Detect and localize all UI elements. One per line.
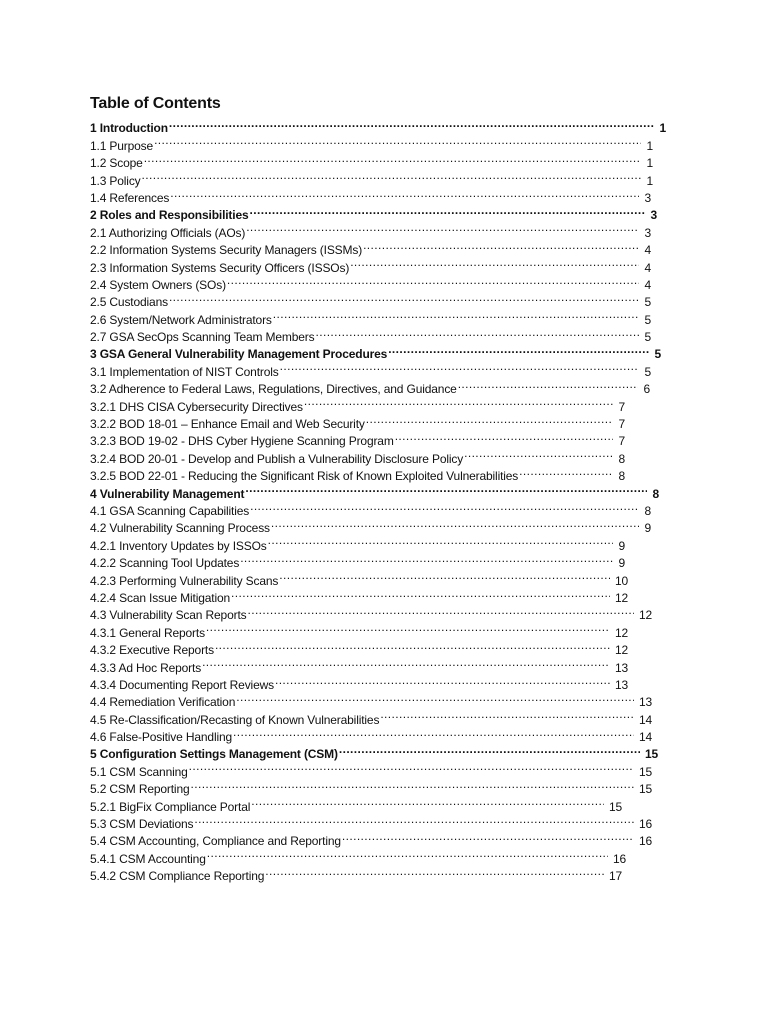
toc-entry-title: 2.1 Authorizing Officials (AOs) [90, 225, 246, 240]
toc-dot-leader [464, 445, 613, 462]
toc-entry-page-number: 15 [638, 782, 652, 797]
toc-dot-leader [342, 828, 634, 845]
toc-entry-title: 3 GSA General Vulnerability Management Procedures [90, 347, 388, 362]
toc-dot-leader [366, 411, 614, 428]
toc-entry-page-number: 7 [618, 399, 625, 414]
toc-entry-title: 4.3.4 Documenting Report Reviews [90, 677, 274, 692]
toc-entry[interactable] [90, 289, 651, 310]
toc-entry-title: 3.2 Adherence to Federal Laws, Regulations, Directives, and Guidance [90, 382, 457, 397]
toc-entry-page-number: 4 [644, 243, 651, 258]
toc-entry-title: 4.1 GSA Scanning Capabilities [90, 503, 250, 518]
toc-entry-page-number: 5 [654, 347, 661, 362]
toc-dot-leader [280, 358, 640, 375]
toc-entry-title: 3.2.3 BOD 19-02 - DHS Cyber Hygiene Scanning Program [90, 434, 394, 449]
toc-dot-leader [189, 758, 634, 775]
toc-entry-page-number: 7 [618, 434, 625, 449]
toc-entry-title: 3.2.5 BOD 22-01 - Reducing the Significant Risk of Known Exploited Vulnerabilities [90, 469, 519, 484]
toc-dot-leader [268, 532, 614, 549]
toc-entry-page-number: 9 [618, 538, 625, 553]
toc-entry-page-number: 16 [638, 817, 652, 832]
toc-entry-title: 2.4 System Owners (SOs) [90, 277, 226, 292]
toc-dot-leader [273, 306, 640, 323]
toc-entry-title: 2.2 Information Systems Security Managers (ISSMs) [90, 243, 363, 258]
toc-entry-title: 4.3 Vulnerability Scan Reports [90, 608, 247, 623]
toc-entry[interactable] [90, 306, 651, 327]
toc-entry-page-number: 3 [650, 208, 657, 223]
toc-entry-title: 4 Vulnerability Management [90, 486, 245, 501]
toc-dot-leader [240, 550, 613, 567]
toc-entry-page-number: 17 [608, 869, 622, 884]
toc-entry-page-number: 8 [618, 451, 625, 466]
toc-entry-title: 5.2.1 BigFix Compliance Portal [90, 799, 251, 814]
toc-entry-title: 2.6 System/Network Administrators [90, 312, 272, 327]
toc-entry-title: 1.1 Purpose [90, 138, 154, 153]
toc-entry-page-number: 14 [638, 730, 652, 745]
toc-entry-page-number: 8 [652, 486, 659, 501]
toc-entry-page-number: 5 [644, 330, 651, 345]
toc-entry-title: 3.2.1 DHS CISA Cybersecurity Directives [90, 399, 303, 414]
toc-entry-page-number: 13 [614, 677, 628, 692]
toc-entry-title: 4.2.2 Scanning Tool Updates [90, 556, 240, 571]
toc-entry-page-number: 8 [618, 469, 625, 484]
toc-dot-leader [304, 393, 614, 410]
toc-dot-leader [519, 463, 613, 480]
toc-entry-title: 4.2 Vulnerability Scanning Process [90, 521, 270, 536]
toc-entry-title: 3.2.2 BOD 18-01 – Enhance Email and Web Security [90, 417, 365, 432]
toc-dot-leader [245, 480, 647, 497]
toc-entry-title: 4.2.4 Scan Issue Mitigation [90, 590, 231, 605]
toc-entry-title: 1.3 Policy [90, 173, 141, 188]
toc-title: Table of Contents [90, 95, 221, 112]
toc-dot-leader [142, 167, 642, 184]
toc-entry-title: 5.4.1 CSM Accounting [90, 851, 206, 866]
toc-entry-page-number: 5 [644, 312, 651, 327]
toc-entry-title: 4.5 Re-Classification/Recasting of Known Vulnerabilities [90, 712, 380, 727]
toc-entry[interactable] [90, 115, 666, 136]
toc-entry-title: 5.1 CSM Scanning [90, 764, 188, 779]
toc-dot-leader [279, 567, 610, 584]
toc-entry-title: 5.4 CSM Accounting, Compliance and Reporting [90, 834, 341, 849]
toc-entry-page-number: 12 [614, 643, 628, 658]
toc-dot-leader [316, 324, 640, 341]
toc-entry-title: 2.7 GSA SecOps Scanning Team Members [90, 330, 315, 345]
toc-dot-leader [250, 202, 646, 219]
toc-dot-leader [380, 706, 634, 723]
toc-dot-leader [194, 811, 634, 828]
toc-dot-leader [271, 515, 640, 532]
toc-entry-title: 5.3 CSM Deviations [90, 817, 194, 832]
toc-entry-page-number: 4 [644, 260, 651, 275]
toc-entry-page-number: 10 [614, 573, 628, 588]
toc-entry-page-number: 12 [614, 625, 628, 640]
toc-entry-page-number: 1 [646, 156, 653, 171]
toc-entry-page-number: 13 [638, 695, 652, 710]
toc-entry-page-number: 8 [644, 503, 651, 518]
toc-dot-leader [233, 724, 634, 741]
toc-entry[interactable] [90, 167, 653, 188]
toc-entry-title: 4.3.3 Ad Hoc Reports [90, 660, 202, 675]
toc-list [90, 115, 668, 884]
toc-entry-title: 1.2 Scope [90, 156, 143, 171]
toc-entry-title: 3.2.4 BOD 20-01 - Develop and Publish a Vulnerability Disclosure Policy [90, 451, 464, 466]
toc-dot-leader [246, 219, 639, 236]
toc-entry-page-number: 1 [659, 121, 666, 136]
toc-entry-page-number: 7 [618, 417, 625, 432]
toc-dot-leader [206, 619, 610, 636]
toc-entry-page-number: 5 [644, 364, 651, 379]
toc-entry-page-number: 14 [638, 712, 652, 727]
toc-entry[interactable] [90, 150, 653, 171]
toc-dot-leader [350, 254, 639, 271]
toc-dot-leader [236, 689, 634, 706]
toc-entry-page-number: 5 [644, 295, 651, 310]
toc-dot-leader [170, 185, 639, 202]
toc-dot-leader [250, 498, 639, 515]
toc-dot-leader [169, 289, 640, 306]
toc-dot-leader [215, 637, 610, 654]
toc-entry-title: 4.3.2 Executive Reports [90, 643, 214, 658]
toc-dot-leader [207, 845, 608, 862]
toc-entry-page-number: 9 [618, 556, 625, 571]
toc-dot-leader [231, 585, 610, 602]
toc-entry-page-number: 6 [643, 382, 650, 397]
toc-entry-title: 1.4 References [90, 190, 170, 205]
toc-dot-leader [363, 237, 639, 254]
toc-entry-title: 4.3.1 General Reports [90, 625, 205, 640]
toc-entry-title: 4.2.1 Inventory Updates by ISSOs [90, 538, 267, 553]
toc-entry-page-number: 13 [614, 660, 628, 675]
toc-dot-leader [227, 272, 640, 289]
toc-entry-page-number: 3 [644, 190, 651, 205]
toc-entry-title: 5.2 CSM Reporting [90, 782, 190, 797]
toc-dot-leader [388, 341, 649, 358]
toc-entry-title: 2 Roles and Responsibilities [90, 208, 249, 223]
toc-dot-leader [169, 115, 655, 132]
toc-entry-page-number: 4 [644, 277, 651, 292]
toc-entry-page-number: 15 [638, 764, 652, 779]
toc-entry-page-number: 15 [644, 747, 658, 762]
toc-entry-page-number: 16 [612, 851, 626, 866]
toc-dot-leader [202, 654, 610, 671]
toc-dot-leader [144, 150, 642, 167]
toc-dot-leader [458, 376, 639, 393]
toc-entry-page-number: 1 [646, 173, 653, 188]
toc-entry[interactable] [90, 202, 657, 223]
toc-entry-title: 4.2.3 Performing Vulnerability Scans [90, 573, 279, 588]
toc-entry-page-number: 16 [638, 834, 652, 849]
toc-dot-leader [339, 741, 640, 758]
toc-entry-title: 1 Introduction [90, 121, 168, 136]
toc-entry-page-number: 12 [614, 590, 628, 605]
toc-dot-leader [247, 602, 633, 619]
toc-entry-page-number: 12 [638, 608, 652, 623]
toc-entry-page-number: 3 [644, 225, 651, 240]
toc-entry-title: 3.1 Implementation of NIST Controls [90, 364, 279, 379]
toc-dot-leader [251, 793, 604, 810]
toc-entry[interactable] [90, 185, 651, 205]
toc-entry[interactable] [90, 132, 653, 153]
toc-dot-leader [395, 428, 614, 445]
toc-dot-leader [265, 863, 604, 880]
toc-dot-leader [154, 132, 641, 149]
toc-entry-title: 4.6 False-Positive Handling [90, 730, 233, 745]
toc-entry-title: 5 Configuration Settings Management (CSM) [90, 747, 338, 762]
toc-dot-leader [275, 672, 610, 689]
toc-entry-title: 4.4 Remediation Verification [90, 695, 236, 710]
toc-entry-title: 5.4.2 CSM Compliance Reporting [90, 869, 265, 884]
document-page [90, 94, 668, 884]
toc-entry-title: 2.5 Custodians [90, 295, 168, 310]
toc-entry-page-number: 9 [644, 521, 651, 536]
toc-dot-leader [191, 776, 634, 793]
toc-entry-title: 2.3 Information Systems Security Officers (ISSOs) [90, 260, 350, 275]
toc-entry-page-number: 1 [646, 138, 653, 153]
toc-entry-page-number: 15 [608, 799, 622, 814]
